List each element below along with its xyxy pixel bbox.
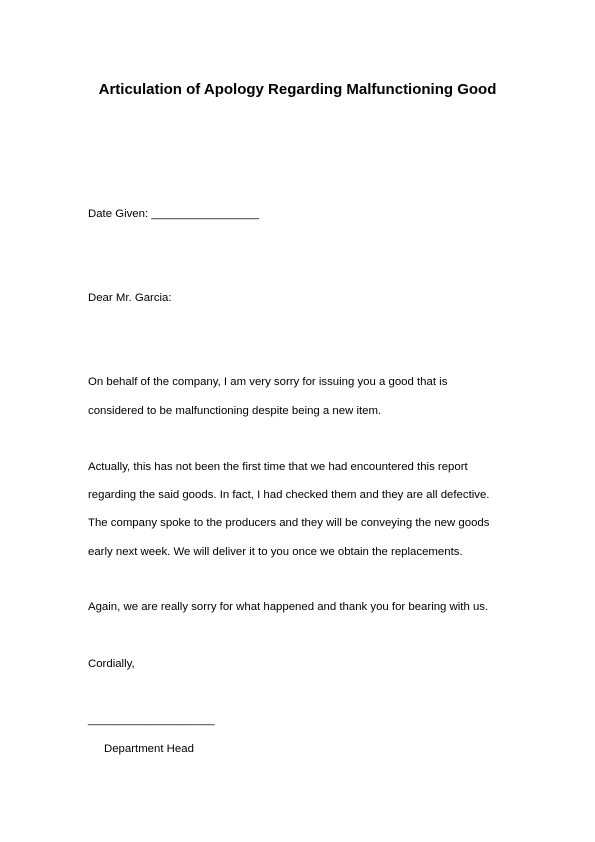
closing: Cordially,	[88, 658, 135, 670]
date-line: Date Given: _________________	[88, 208, 260, 220]
paragraph-2-line-2: regarding the said goods. In fact, I had checked them and they are all defective.	[88, 489, 490, 501]
paragraph-2-line-3: The company spoke to the producers and they will be conveying the new goods	[88, 517, 490, 529]
paragraph-2-line-4: early next week. We will deliver it to you once we obtain the replacements.	[88, 546, 463, 558]
paragraph-2-line-1: Actually, this has not been the first time that we had encountered this report	[88, 461, 468, 473]
document-title: Articulation of Apology Regarding Malfunctioning Good	[98, 81, 497, 98]
paragraph-3: Again, we are really sorry for what happened and thank you for bearing with us.	[88, 601, 489, 613]
salutation: Dear Mr. Garcia:	[88, 292, 172, 304]
paragraph-1-line-2: considered to be malfunctioning despite being a new item.	[88, 405, 382, 417]
signature-line: ____________________	[88, 714, 215, 726]
paragraph-1-line-1: On behalf of the company, I am very sorry for issuing you a good that is	[88, 376, 448, 388]
signer-title: Department Head	[104, 743, 194, 755]
